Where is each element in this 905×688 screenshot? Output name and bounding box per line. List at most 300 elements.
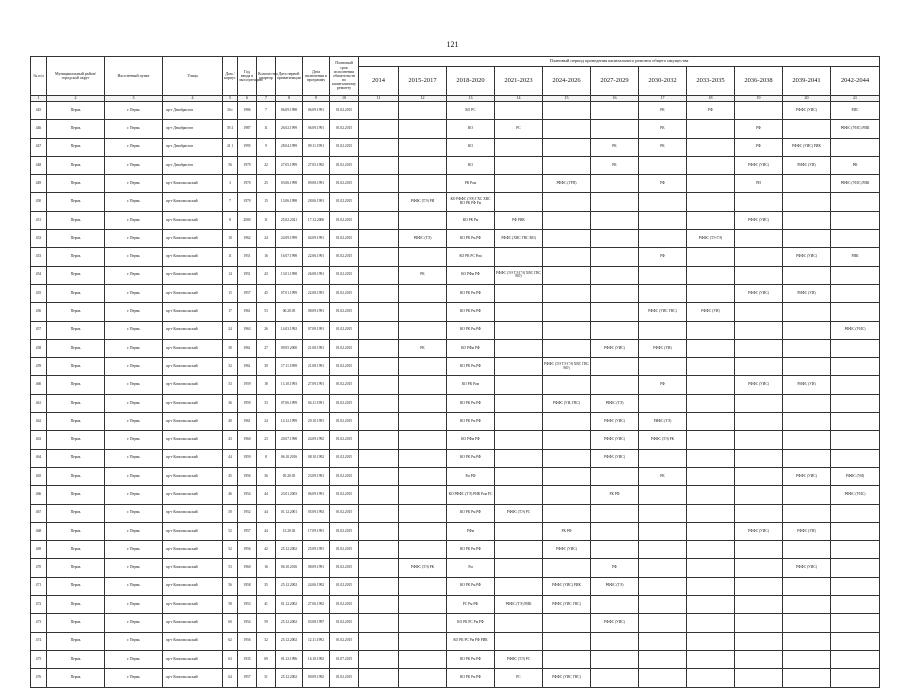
cell-plan-2014 (359, 376, 399, 394)
cell-privatization-date: 06.09.1998 (276, 102, 303, 120)
cell-deadline: 01.07.2015 (330, 650, 359, 668)
cell-plan-2021-2023 (495, 156, 543, 174)
cell-deadline: 01.02.2015 (330, 376, 359, 394)
cell-plan-2024-2026 (543, 321, 591, 339)
cell-plan-2030-2032: РФФС (ТЭ) РК (639, 431, 687, 449)
table-row (31, 284, 880, 302)
cell-plan-2030-2032 (639, 266, 687, 284)
cell-plan-2021-2023: РС (495, 120, 543, 138)
cell-plan-2021-2023 (495, 541, 543, 559)
cell-deadline: 01.02.2015 (330, 669, 359, 687)
cell-house: 24 (223, 321, 238, 339)
cell-deadline: 01.02.2015 (330, 449, 359, 467)
cell-house: 56 (223, 156, 238, 174)
cell-no: 464 (31, 449, 47, 467)
cell-plan-2042-2044 (831, 413, 880, 431)
cell-flats: 16 (257, 559, 276, 577)
cell-settlement: г. Пермь (105, 596, 163, 614)
cell-house: 58 (223, 596, 238, 614)
cell-deadline: 01.02.2015 (330, 321, 359, 339)
cell-plan-2024-2026 (543, 230, 591, 248)
cell-plan-2033-2035 (687, 120, 735, 138)
cell-no: 449 (31, 175, 47, 193)
cell-municipality: Пермь (47, 193, 105, 211)
cell-municipality: Пермь (47, 339, 105, 357)
cell-plan-2015-2017: РК (399, 266, 447, 284)
cell-deadline: 01.02.2015 (330, 175, 359, 193)
cell-privatization-date: 14.03.1992 (276, 321, 303, 339)
column-number: 12 (399, 96, 447, 102)
cell-plan-2015-2017 (399, 632, 447, 650)
col-header-settlement: Населенный пункт (105, 57, 163, 96)
cell-street: пр-т Декабристов (163, 102, 223, 120)
cell-plan-2015-2017 (399, 486, 447, 504)
cell-plan-2039-2041 (783, 358, 831, 376)
cell-year-built: 1986 (238, 102, 257, 120)
cell-plan-2033-2035 (687, 175, 735, 193)
cell-plan-2014 (359, 156, 399, 174)
cell-plan-2030-2032 (639, 358, 687, 376)
cell-plan-2018-2020: КО РК Рм РФ (447, 303, 495, 321)
cell-plan-2015-2017 (399, 614, 447, 632)
cell-plan-2033-2035 (687, 669, 735, 687)
cell-plan-2014 (359, 248, 399, 266)
table-row (31, 577, 880, 595)
cell-plan-2027-2029 (591, 632, 639, 650)
cell-plan-2033-2035 (687, 284, 735, 302)
cell-plan-2030-2032 (639, 541, 687, 559)
cell-plan-2030-2032 (639, 522, 687, 540)
cell-plan-2030-2032: РФФС (УИС ГВС) (639, 303, 687, 321)
cell-plan-2021-2023 (495, 614, 543, 632)
cell-plan-2030-2032 (639, 394, 687, 412)
cell-no: 446 (31, 120, 47, 138)
table-row (31, 596, 880, 614)
cell-no: 475 (31, 650, 47, 668)
cell-house: 17 (223, 303, 238, 321)
cell-flats: 24 (257, 413, 276, 431)
cell-inclusion-date: 06.09.1991 (303, 120, 330, 138)
cell-inclusion-date: 21.08.1991 (303, 339, 330, 357)
cell-year-built: 1959 (238, 394, 257, 412)
cell-settlement: г. Пермь (105, 175, 163, 193)
cell-street: пр-т Декабристов (163, 156, 223, 174)
cell-plan-2042-2044 (831, 431, 880, 449)
cell-plan-2039-2041 (783, 596, 831, 614)
cell-inclusion-date: 24.06.1992 (303, 577, 330, 595)
cell-flats: 45 (257, 284, 276, 302)
cell-plan-2033-2035 (687, 156, 735, 174)
cell-plan-2042-2044 (831, 596, 880, 614)
cell-privatization-date: 16.07.1998 (276, 248, 303, 266)
cell-plan-2033-2035 (687, 577, 735, 595)
cell-plan-2036-2038: РФФС (УИС) (735, 376, 783, 394)
cell-inclusion-date: 08.09.1991 (303, 559, 330, 577)
cell-house: 45 (223, 467, 238, 485)
cell-flats: 43 (257, 266, 276, 284)
cell-house: 44 (223, 449, 238, 467)
year-header: 2039-2041 (783, 67, 831, 96)
cell-house: 30 (223, 339, 238, 357)
cell-municipality: Пермь (47, 303, 105, 321)
cell-no: 450 (31, 193, 47, 211)
cell-plan-2014 (359, 596, 399, 614)
cell-settlement: г. Пермь (105, 431, 163, 449)
table-row (31, 175, 880, 193)
page-number: 121 (446, 40, 459, 49)
table-row (31, 504, 880, 522)
cell-plan-2027-2029: РФФС (ТЭ) (591, 394, 639, 412)
cell-plan-2039-2041 (783, 486, 831, 504)
cell-plan-2014 (359, 120, 399, 138)
year-header: 2021-2023 (495, 67, 543, 96)
cell-plan-2024-2026 (543, 413, 591, 431)
cell-flats: 36 (257, 467, 276, 485)
cell-plan-2018-2020: КО РК Рм РФ (447, 504, 495, 522)
cell-plan-2015-2017 (399, 376, 447, 394)
cell-street: пр-т Комсомольский (163, 266, 223, 284)
year-header: 2024-2026 (543, 67, 591, 96)
cell-plan-2033-2035 (687, 632, 735, 650)
cell-municipality: Пермь (47, 650, 105, 668)
cell-plan-2039-2041 (783, 669, 831, 687)
cell-plan-2030-2032 (639, 284, 687, 302)
cell-inclusion-date: 16.10.1992 (303, 650, 330, 668)
cell-year-built: 1979 (238, 156, 257, 174)
table-row (31, 522, 880, 540)
cell-deadline: 01.02.2015 (330, 358, 359, 376)
cell-house: 8 (223, 211, 238, 229)
cell-year-built: 1935 (238, 650, 257, 668)
cell-plan-2014 (359, 431, 399, 449)
cell-plan-2036-2038 (735, 394, 783, 412)
cell-year-built: 1957 (238, 669, 257, 687)
cell-plan-2030-2032: РИФС (ТЭ) (639, 413, 687, 431)
cell-plan-2036-2038: РФ (735, 120, 783, 138)
cell-plan-2039-2041 (783, 193, 831, 211)
cell-house: 64 (223, 669, 238, 687)
cell-no: 456 (31, 303, 47, 321)
cell-plan-2024-2026: РФФС (ГРП) (543, 175, 591, 193)
table-row (31, 650, 880, 668)
cell-plan-2014 (359, 303, 399, 321)
cell-plan-2042-2044: РФФС (УИ) (831, 467, 880, 485)
cell-plan-2030-2032 (639, 321, 687, 339)
cell-no: 455 (31, 284, 47, 302)
cell-inclusion-date: 06.09.1991 (303, 102, 330, 120)
cell-plan-2039-2041: РФФС (УИС) РИК (783, 138, 831, 156)
cell-street: пр-т Комсомольский (163, 431, 223, 449)
cell-plan-2027-2029 (591, 358, 639, 376)
cell-plan-2027-2029: РК (591, 138, 639, 156)
cell-privatization-date: 23.01.2003 (276, 486, 303, 504)
cell-plan-2024-2026 (543, 120, 591, 138)
cell-plan-2021-2023 (495, 467, 543, 485)
cell-plan-2030-2032 (639, 230, 687, 248)
year-header: 2030-2032 (639, 67, 687, 96)
cell-house: 33 (223, 376, 238, 394)
cell-plan-2018-2020: КО РФм РФ (447, 431, 495, 449)
cell-plan-2014 (359, 559, 399, 577)
cell-flats: 15 (257, 193, 276, 211)
cell-plan-2024-2026 (543, 449, 591, 467)
cell-privatization-date: 01.12.1996 (276, 650, 303, 668)
cell-inclusion-date: 21.08.1991 (303, 358, 330, 376)
cell-plan-2014 (359, 467, 399, 485)
cell-no: 447 (31, 138, 47, 156)
cell-plan-2024-2026 (543, 211, 591, 229)
cell-plan-2018-2020: РК Ром (447, 175, 495, 193)
cell-plan-2024-2026 (543, 376, 591, 394)
cell-plan-2027-2029 (591, 596, 639, 614)
cell-plan-2030-2032 (639, 650, 687, 668)
cell-plan-2042-2044 (831, 339, 880, 357)
column-number: 19 (735, 96, 783, 102)
table-row (31, 193, 880, 211)
cell-inclusion-date: 26.08.1991 (303, 266, 330, 284)
cell-no: 463 (31, 431, 47, 449)
cell-plan-2042-2044 (831, 449, 880, 467)
cell-plan-2027-2029 (591, 230, 639, 248)
cell-plan-2021-2023 (495, 248, 543, 266)
cell-house: 7 (223, 193, 238, 211)
cell-flats: 41 (257, 596, 276, 614)
cell-plan-2036-2038: РИ (735, 175, 783, 193)
col-header-privatization-date: Дата первой приватизации (276, 57, 303, 96)
cell-plan-2042-2044 (831, 284, 880, 302)
cell-settlement: г. Пермь (105, 394, 163, 412)
cell-plan-2027-2029 (591, 541, 639, 559)
cell-plan-2027-2029 (591, 504, 639, 522)
cell-plan-2036-2038 (735, 614, 783, 632)
cell-plan-2021-2023: РФФС (ТЭ) РИК (495, 596, 543, 614)
cell-plan-2036-2038: РФ (735, 138, 783, 156)
cell-municipality: Пермь (47, 175, 105, 193)
cell-plan-2018-2020: КО РФФС (ЭЭ) ГХС ХВС ВО РК РФ Рм (447, 193, 495, 211)
cell-house: 63 (223, 650, 238, 668)
year-header: 2014 (359, 67, 399, 96)
cell-plan-2039-2041 (783, 577, 831, 595)
cell-municipality: Пермь (47, 321, 105, 339)
cell-deadline: 01.02.2015 (330, 266, 359, 284)
cell-house: 3 (223, 175, 238, 193)
cell-settlement: г. Пермь (105, 102, 163, 120)
cell-plan-2033-2035 (687, 522, 735, 540)
cell-plan-2024-2026 (543, 284, 591, 302)
cell-plan-2018-2020: КО РК РС Рм РФ РИК (447, 632, 495, 650)
cell-plan-2015-2017 (399, 248, 447, 266)
cell-no: 461 (31, 394, 47, 412)
cell-plan-2036-2038 (735, 266, 783, 284)
cell-plan-2015-2017 (399, 522, 447, 540)
cell-plan-2015-2017 (399, 504, 447, 522)
cell-plan-2042-2044: РФФС (УИС) (831, 486, 880, 504)
cell-municipality: Пермь (47, 596, 105, 614)
cell-plan-2015-2017 (399, 449, 447, 467)
cell-street: пр-т Комсомольский (163, 541, 223, 559)
cell-plan-2015-2017 (399, 284, 447, 302)
cell-plan-2018-2020: КО РК Рм РФ (447, 230, 495, 248)
cell-plan-2036-2038 (735, 504, 783, 522)
cell-plan-2039-2041 (783, 230, 831, 248)
cell-house: 11 (223, 248, 238, 266)
cell-plan-2021-2023 (495, 449, 543, 467)
cell-settlement: г. Пермь (105, 486, 163, 504)
cell-plan-2036-2038 (735, 650, 783, 668)
cell-plan-2015-2017 (399, 650, 447, 668)
cell-year-built: 1961 (238, 303, 257, 321)
cell-year-built: 1962 (238, 230, 257, 248)
cell-plan-2039-2041 (783, 120, 831, 138)
column-number: 20 (783, 96, 831, 102)
cell-settlement: г. Пермь (105, 632, 163, 650)
cell-plan-2015-2017 (399, 175, 447, 193)
cell-flats: 27 (257, 339, 276, 357)
cell-plan-2015-2017 (399, 394, 447, 412)
cell-year-built: 1970 (238, 193, 257, 211)
cell-plan-2036-2038 (735, 596, 783, 614)
cell-plan-2042-2044 (831, 632, 880, 650)
cell-deadline: 01.02.2015 (330, 431, 359, 449)
cell-plan-2018-2020: РФм (447, 522, 495, 540)
cell-flats: 9 (257, 138, 276, 156)
cell-privatization-date: 06.10.2016 (276, 559, 303, 577)
cell-inclusion-date: 27.05.1992 (303, 156, 330, 174)
cell-plan-2027-2029: РФФС (УИС) (591, 431, 639, 449)
cell-plan-2036-2038: РФФС (УИС) (735, 522, 783, 540)
year-header: 2033-2035 (687, 67, 735, 96)
cell-house: 46 (223, 486, 238, 504)
cell-plan-2036-2038: РФФС (УИС) (735, 284, 783, 302)
cell-street: пр-т Комсомольский (163, 577, 223, 595)
cell-flats: 7 (257, 102, 276, 120)
cell-no: 467 (31, 504, 47, 522)
cell-plan-2021-2023 (495, 284, 543, 302)
cell-no: 465 (31, 467, 47, 485)
table-row (31, 211, 880, 229)
cell-house: 39 2 (223, 120, 238, 138)
cell-plan-2014 (359, 541, 399, 559)
cell-inclusion-date: 27.06.1992 (303, 596, 330, 614)
cell-plan-2018-2020: КО (447, 156, 495, 174)
cell-settlement: г. Пермь (105, 541, 163, 559)
cell-municipality: Пермь (47, 413, 105, 431)
cell-plan-2036-2038 (735, 303, 783, 321)
cell-municipality: Пермь (47, 248, 105, 266)
cell-no: 453 (31, 248, 47, 266)
cell-plan-2033-2035 (687, 358, 735, 376)
cell-plan-2014 (359, 138, 399, 156)
cell-year-built: 1958 (238, 577, 257, 595)
cell-privatization-date: 13.01.1998 (276, 266, 303, 284)
cell-plan-2030-2032 (639, 596, 687, 614)
cell-plan-2033-2035 (687, 559, 735, 577)
cell-municipality: Пермь (47, 156, 105, 174)
cell-plan-2030-2032: РК (639, 120, 687, 138)
cell-plan-2039-2041: РФФС (УИС) (783, 467, 831, 485)
cell-inclusion-date: 22.06.1991 (303, 248, 330, 266)
cell-plan-2030-2032: РФ (639, 248, 687, 266)
cell-plan-2036-2038 (735, 467, 783, 485)
cell-plan-2024-2026: РФФС (УИ, ГВС) (543, 394, 591, 412)
cell-plan-2033-2035 (687, 266, 735, 284)
cell-house: 60 (223, 614, 238, 632)
cell-year-built: 1954 (238, 486, 257, 504)
cell-plan-2042-2044 (831, 193, 880, 211)
cell-privatization-date: 07.06.1999 (276, 394, 303, 412)
cell-plan-2021-2023: РФФС (ХВС ГВС ВО) (495, 230, 543, 248)
column-number: 5 (223, 96, 238, 102)
cell-no: 473 (31, 614, 47, 632)
cell-plan-2042-2044 (831, 669, 880, 687)
cell-no: 466 (31, 486, 47, 504)
cell-house: 62 (223, 632, 238, 650)
cell-no: 471 (31, 577, 47, 595)
cell-plan-2033-2035 (687, 541, 735, 559)
cell-inclusion-date: 22.08.1991 (303, 284, 330, 302)
cell-street: пр-т Комсомольский (163, 394, 223, 412)
cell-plan-2014 (359, 358, 399, 376)
cell-deadline: 01.02.2015 (330, 156, 359, 174)
cell-plan-2036-2038 (735, 248, 783, 266)
cell-plan-2015-2017 (399, 303, 447, 321)
cell-deadline: 01.02.2015 (330, 413, 359, 431)
cell-plan-2021-2023 (495, 358, 543, 376)
cell-plan-2021-2023 (495, 632, 543, 650)
cell-inclusion-date: 12.11.1992 (303, 632, 330, 650)
cell-privatization-date: 25.02.2021 (276, 211, 303, 229)
cell-settlement: г. Пермь (105, 504, 163, 522)
cell-plan-2024-2026 (543, 156, 591, 174)
cell-year-built: 1961 (238, 358, 257, 376)
column-number: 18 (687, 96, 735, 102)
cell-street: пр-т Комсомольский (163, 522, 223, 540)
table-row (31, 376, 880, 394)
cell-deadline: 01.02.2015 (330, 614, 359, 632)
cell-plan-2021-2023 (495, 376, 543, 394)
cell-house: 43 (223, 431, 238, 449)
cell-plan-2030-2032: РК (639, 138, 687, 156)
capital-repair-table (30, 56, 880, 688)
cell-plan-2036-2038 (735, 559, 783, 577)
cell-plan-2018-2020: КО РК Рм РФ (447, 394, 495, 412)
col-header-plan-period: Плановый период проведения капитального ремонта общего имущества (359, 57, 880, 67)
cell-municipality: Пермь (47, 138, 105, 156)
cell-year-built: 1961 (238, 413, 257, 431)
cell-plan-2018-2020: КО (447, 120, 495, 138)
cell-plan-2042-2044 (831, 650, 880, 668)
cell-municipality: Пермь (47, 669, 105, 687)
cell-plan-2042-2044 (831, 541, 880, 559)
cell-plan-2027-2029 (591, 193, 639, 211)
cell-plan-2014 (359, 175, 399, 193)
cell-year-built: 1951 (238, 266, 257, 284)
cell-deadline: 01.02.2015 (330, 486, 359, 504)
cell-street: пр-т Комсомольский (163, 321, 223, 339)
cell-flats: 32 (257, 632, 276, 650)
cell-no: 445 (31, 102, 47, 120)
cell-plan-2039-2041 (783, 650, 831, 668)
cell-plan-2042-2044 (831, 358, 880, 376)
cell-plan-2015-2017 (399, 321, 447, 339)
column-number: 15 (543, 96, 591, 102)
cell-plan-2024-2026 (543, 266, 591, 284)
table-row (31, 230, 880, 248)
column-number: 7 (257, 96, 276, 102)
cell-street: пр-т Комсомольский (163, 339, 223, 357)
cell-plan-2039-2041 (783, 632, 831, 650)
cell-plan-2042-2044 (831, 303, 880, 321)
